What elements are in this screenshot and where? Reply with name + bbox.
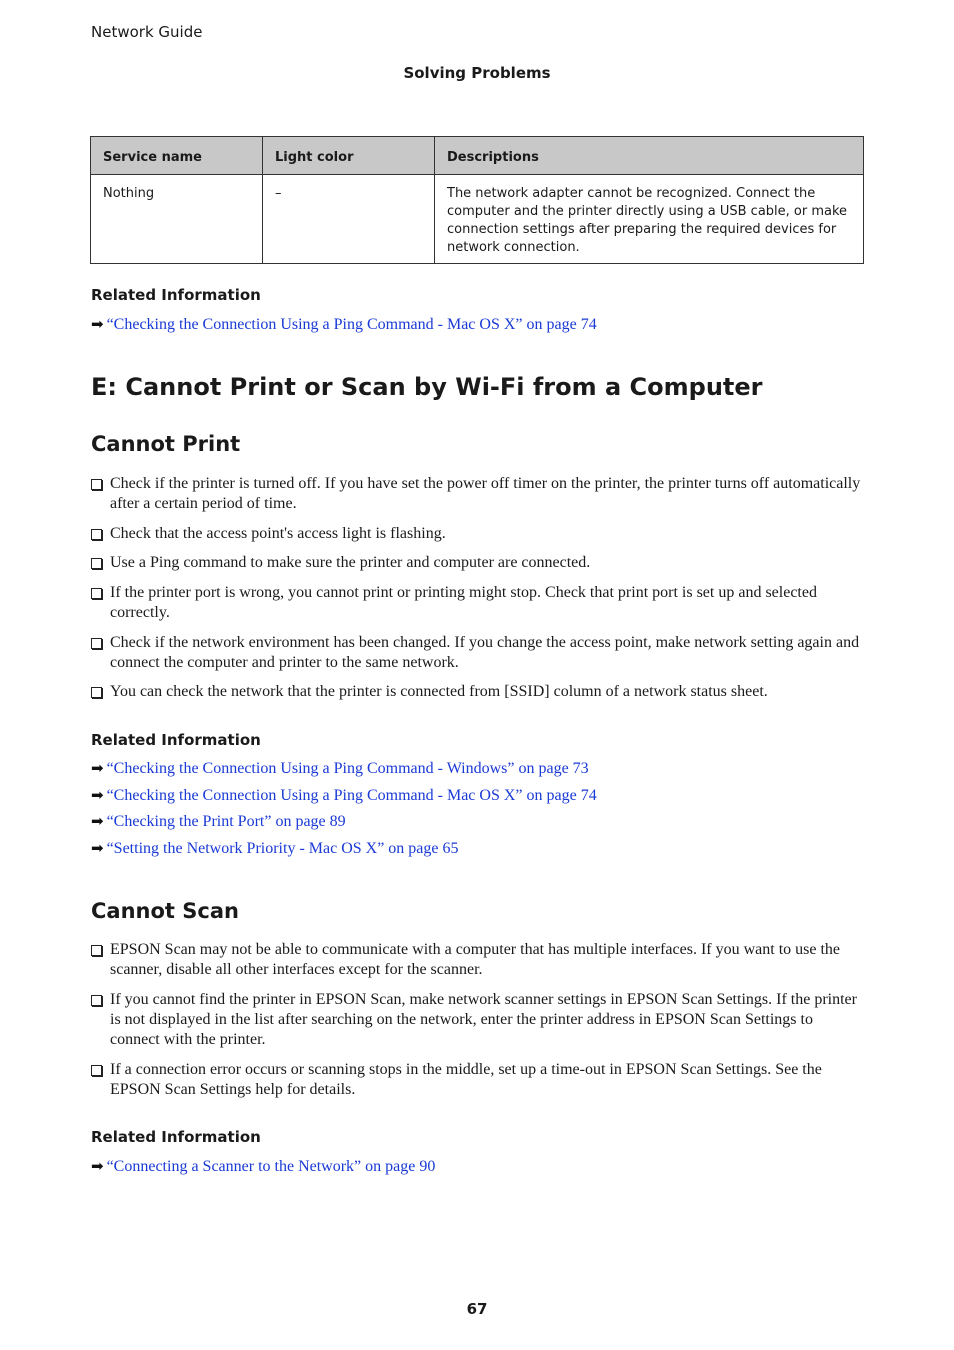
checkbox-bullet-icon <box>91 1065 102 1076</box>
running-header: Network Guide <box>91 23 203 41</box>
related-link-row <box>91 785 597 806</box>
list-item: EPSON Scan may not be able to communicate with a computer that has multiple interfaces. If you want to use the scanner, disable all other interfaces except for the scanner. <box>91 940 863 980</box>
related-link[interactable]: “Connecting a Scanner to the Network” on page 90 <box>106 1158 436 1175</box>
list-item: Check that the access point's access light is flashing. <box>91 524 863 544</box>
table-header-row <box>91 137 864 175</box>
checkbox-bullet-icon <box>91 558 102 569</box>
list-item: Check if the printer is turned off. If you have set the power off timer on the printer, the printer turns off automatically after a certain period of time. <box>91 474 863 514</box>
checkbox-bullet-icon <box>91 588 102 599</box>
table-row <box>91 175 864 264</box>
checkbox-bullet-icon <box>91 529 102 540</box>
related-link-row <box>91 1156 435 1177</box>
list-item: Use a Ping command to make sure the printer and computer are connected. <box>91 553 863 573</box>
related-link-row <box>91 758 589 779</box>
list-item: If the printer port is wrong, you cannot print or printing might stop. Check that print port is set up and selected correctly. <box>91 583 863 623</box>
page-number: 67 <box>466 1300 488 1318</box>
related-information-heading: Related Information <box>91 731 261 749</box>
right-arrow-icon: ➡ <box>91 786 104 804</box>
right-arrow-icon: ➡ <box>91 839 104 857</box>
checkbox-bullet-icon <box>91 945 102 956</box>
section-title: Solving Problems <box>403 64 551 82</box>
related-link[interactable]: “Checking the Connection Using a Ping Command - Mac OS X” on page 74 <box>106 316 597 333</box>
list-item: You can check the network that the printer is connected from [SSID] column of a network status sheet. <box>91 682 863 702</box>
related-link[interactable]: “Checking the Print Port” on page 89 <box>106 813 346 830</box>
list-item: Check if the network environment has been changed. If you change the access point, make network setting again and connect the computer and printer to the same network. <box>91 633 863 673</box>
table-cell: Nothing <box>91 175 263 264</box>
checkbox-bullet-icon <box>91 687 102 698</box>
table-header-cell: Descriptions <box>435 137 864 175</box>
list-item: If you cannot find the printer in EPSON Scan, make network scanner settings in EPSON Scan Settings. If the printer is not displayed in the list after searching on the network, enter the printer address in EPSON Scan Settings to connect with the printer. <box>91 990 863 1050</box>
cannot-print-heading: Cannot Print <box>91 432 241 456</box>
table-cell: – <box>263 175 435 264</box>
right-arrow-icon: ➡ <box>91 812 104 830</box>
table-header-cell: Service name <box>91 137 263 175</box>
main-heading: E: Cannot Print or Scan by Wi-Fi from a Computer <box>91 373 763 401</box>
cannot-scan-heading: Cannot Scan <box>91 899 239 923</box>
related-information-heading: Related Information <box>91 1128 261 1146</box>
related-information-heading: Related Information <box>91 286 261 304</box>
list-item: If a connection error occurs or scanning stops in the middle, set up a time-out in EPSON Scan Settings. See the EPSON Scan Settings help for details. <box>91 1060 863 1100</box>
right-arrow-icon: ➡ <box>91 1157 104 1175</box>
related-link[interactable]: “Checking the Connection Using a Ping Command - Windows” on page 73 <box>106 760 589 777</box>
table-header-cell: Light color <box>263 137 435 175</box>
related-link[interactable]: “Checking the Connection Using a Ping Command - Mac OS X” on page 74 <box>106 787 597 804</box>
related-link-row <box>91 811 346 832</box>
right-arrow-icon: ➡ <box>91 759 104 777</box>
related-link-row <box>91 838 459 859</box>
service-table <box>90 136 864 264</box>
related-link[interactable]: “Setting the Network Priority - Mac OS X” on page 65 <box>106 840 459 857</box>
table-cell: The network adapter cannot be recognized. Connect the computer and the printer directly using a USB cable, or make connection settings after preparing the required devices for network connection. <box>435 175 864 264</box>
right-arrow-icon: ➡ <box>91 315 104 333</box>
related-link-row <box>91 314 597 335</box>
checkbox-bullet-icon <box>91 638 102 649</box>
checkbox-bullet-icon <box>91 995 102 1006</box>
checkbox-bullet-icon <box>91 479 102 490</box>
